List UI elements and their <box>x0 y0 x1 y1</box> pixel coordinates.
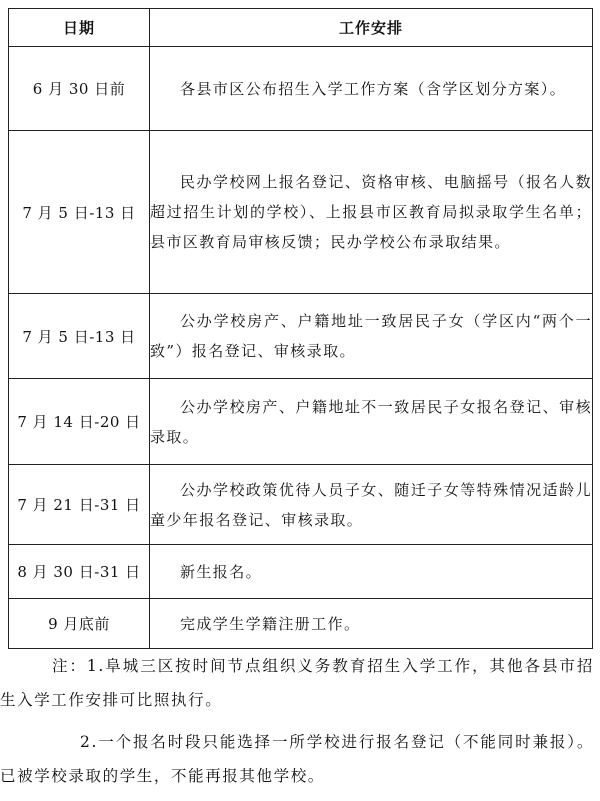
task-column-header: 工作安排 <box>150 9 593 47</box>
row-task: 新生报名。 <box>150 545 593 599</box>
row-date: 9 月底前 <box>9 599 150 649</box>
table-row <box>9 379 593 465</box>
table-row <box>9 465 593 545</box>
note-2: 2.一个报名时段只能选择一所学校进行报名登记（不能同时兼报）。已被学校录取的学生，不能再报其他学校。 <box>0 733 594 785</box>
table-row <box>9 545 593 599</box>
row-date: 7 月 5 日-13 日 <box>9 131 150 294</box>
table-row <box>9 599 593 649</box>
row-task: 各县市区公布招生入学工作方案（含学区划分方案）。 <box>150 47 593 131</box>
table-header-row <box>9 9 593 47</box>
row-date: 7 月 5 日-13 日 <box>9 294 150 379</box>
date-column-header: 日期 <box>9 9 150 47</box>
notes-section <box>0 649 594 801</box>
enrollment-schedule-table <box>8 8 593 649</box>
row-date: 7 月 21 日-31 日 <box>9 465 150 545</box>
row-task: 公办学校房产、户籍地址不一致居民子女报名登记、审核录取。 <box>150 379 593 465</box>
note-1: 注：1.阜城三区按时间节点组织义务教育招生入学工作，其他各县市招生入学工作安排可比照执行。 <box>0 657 594 709</box>
row-task: 公办学校政策优待人员子女、随迁子女等特殊情况适龄儿童少年报名登记、审核录取。 <box>150 465 593 545</box>
table-row <box>9 294 593 379</box>
row-task: 民办学校网上报名登记、资格审核、电脑摇号（报名人数超过招生计划的学校）、上报县市区教育局拟录取学生名单；县市区教育局审核反馈；民办学校公布录取结果。 <box>150 131 593 294</box>
row-date: 8 月 30 日-31 日 <box>9 545 150 599</box>
table-row <box>9 47 593 131</box>
row-task: 完成学生学籍注册工作。 <box>150 599 593 649</box>
row-date: 7 月 14 日-20 日 <box>9 379 150 465</box>
row-task: 公办学校房产、户籍地址一致居民子女（学区内“两个一致”）报名登记、审核录取。 <box>150 294 593 379</box>
row-date: 6 月 30 日前 <box>9 47 150 131</box>
table-row <box>9 131 593 294</box>
